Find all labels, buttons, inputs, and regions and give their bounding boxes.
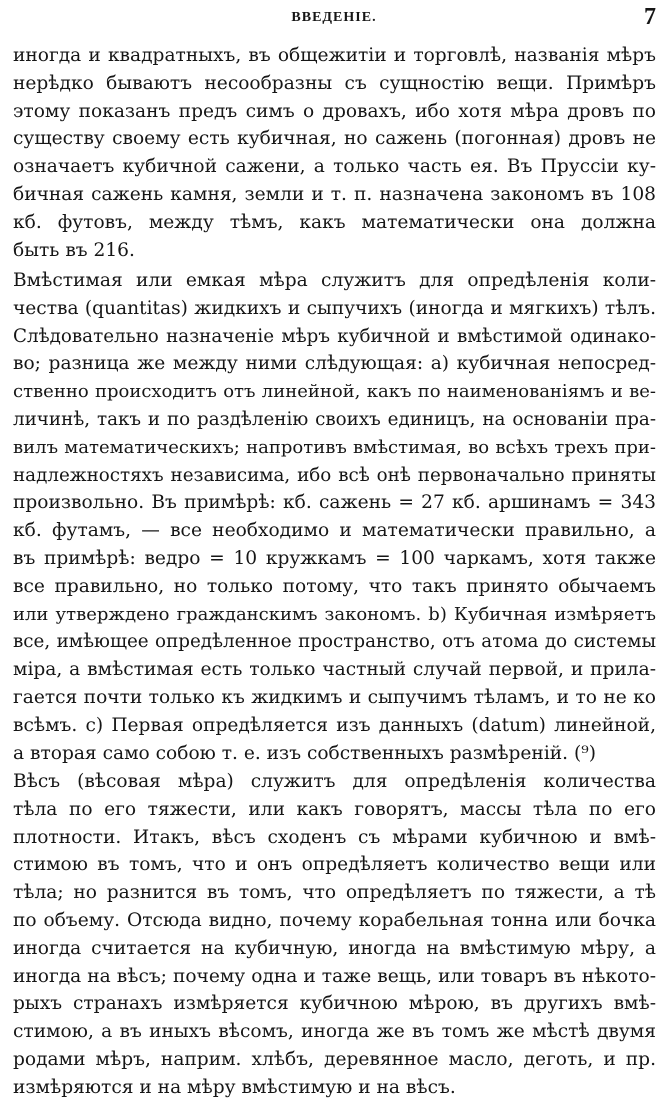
paragraph-1 (13, 42, 656, 264)
text-line: надлежностяхъ независима, ибо всѣ онѣ первоначально приняты (13, 464, 656, 486)
text-line: кб. футамъ, — все необходимо и математически правильно, а (13, 520, 656, 542)
paragraph-2 (13, 267, 656, 767)
text-line: бичная сажень камня, земли и т. п. назначена закономъ въ 108 (13, 183, 656, 205)
text-line: кб. футовъ, между тѣмъ, какъ математически она должна (13, 211, 656, 233)
text-line: быть въ 216. (13, 239, 135, 261)
text-line: этому показанъ предъ симъ о дровахъ, ибо хотя мѣра дровъ по (13, 100, 656, 122)
text-line: означаетъ кубичной сажени, а только часть ея. Въ Пруссіи ку- (13, 156, 656, 178)
text-line: рыхъ странахъ измѣряется кубичною мѣрою, въ другихъ вмѣ- (13, 993, 656, 1015)
text-line: Вѣсъ (вѣсовая мѣра) служитъ для опредѣленія количества (13, 771, 656, 792)
text-line: Вмѣстимая или емкая мѣра служитъ для опредѣленія коли- (13, 270, 656, 291)
text-line: гается почти только къ жидкимъ и сыпучимъ тѣламъ, и то не ко (13, 686, 656, 708)
text-line: вилъ математическихъ; напротивъ вмѣстимая, во всѣхъ трехъ при- (13, 436, 656, 458)
text-line: стимою, а въ иныхъ вѣсомъ, иногда же въ томъ же мѣстѣ двумя (13, 1021, 656, 1043)
page-number: 7 (644, 4, 656, 30)
paragraph-3 (13, 768, 656, 1102)
text-line: тѣла; но разнится въ томъ, что опредѣляетъ по тяжести, а тѣ (13, 882, 656, 904)
text-line: чества (quantitas) жидкихъ и сыпучихъ (иногда и мягкихъ) тѣлъ. (13, 297, 656, 319)
text-line: личинѣ, такъ и по раздѣленію своихъ единицъ, на основаніи пра- (13, 408, 656, 430)
text-line: а вторая само собою т. е. изъ собственныхъ размѣреній. (⁹) (13, 742, 596, 764)
text-line: или утверждено гражданскимъ закономъ. b) Кубичная измѣряетъ (13, 603, 656, 625)
text-line: нерѣдко бываютъ несообразны съ сущностію вещи. Примѣръ (13, 72, 656, 94)
text-line: иногда считается на кубичную, иногда на вмѣстимую мѣру, а (13, 937, 656, 959)
text-line: всѣмъ. с) Первая опредѣляется изъ данныхъ (datum) линейной, (13, 714, 656, 736)
text-line: тѣла по его тяжести, или какъ говорятъ, массы тѣла по его (13, 798, 656, 820)
text-line: ственно происходитъ отъ линейной, какъ по наименованіямъ и ве- (13, 381, 656, 403)
running-head (0, 4, 668, 30)
text-line: родами мѣръ, наприм. хлѣбъ, деревянное масло, деготь, и пр. (13, 1048, 656, 1070)
text-line: въ примѣрѣ: ведро = 10 кружкамъ = 100 чаркамъ, хотя также (13, 547, 656, 569)
text-line: все, имѣющее опредѣленное пространство, отъ атома до системы (13, 631, 656, 653)
text-line: существу своему есть кубичная, но сажень (погонная) дровъ не (13, 128, 656, 150)
text-line: иногда и квадратныхъ, въ общежитіи и торговлѣ, названія мѣръ (13, 45, 656, 66)
text-line: все правильно, но только потому, что такъ принято обычаемъ (13, 575, 656, 597)
text-line: произвольно. Въ примѣрѣ: кб. сажень = 27 кб. аршинамъ = 343 (13, 492, 656, 514)
text-line: міра, а вмѣстимая есть только частный случай первой, и прила- (13, 659, 656, 681)
text-line: Слѣдовательно назначеніе мѣръ кубичной и вмѣстимой одинако- (13, 325, 656, 347)
text-line: во; разница же между ними слѣдующая: а) кубичная непосред- (13, 353, 656, 375)
text-line: по объему. Отсюда видно, почему корабельная тонна или бочка (13, 909, 656, 931)
running-title: ВВЕДЕНІЕ. (291, 10, 377, 25)
text-line: измѣряются и на мѣру вмѣстимую и на вѣсъ. (13, 1076, 456, 1098)
text-line: плотности. Итакъ, вѣсъ сходенъ съ мѣрами кубичною и вмѣ- (13, 826, 656, 848)
text-line: стимою въ томъ, что и онъ опредѣляетъ количество вещи или (13, 854, 656, 876)
text-line: иногда на вѣсъ; почему одна и таже вещь, или товаръ въ нѣкото- (13, 965, 656, 987)
